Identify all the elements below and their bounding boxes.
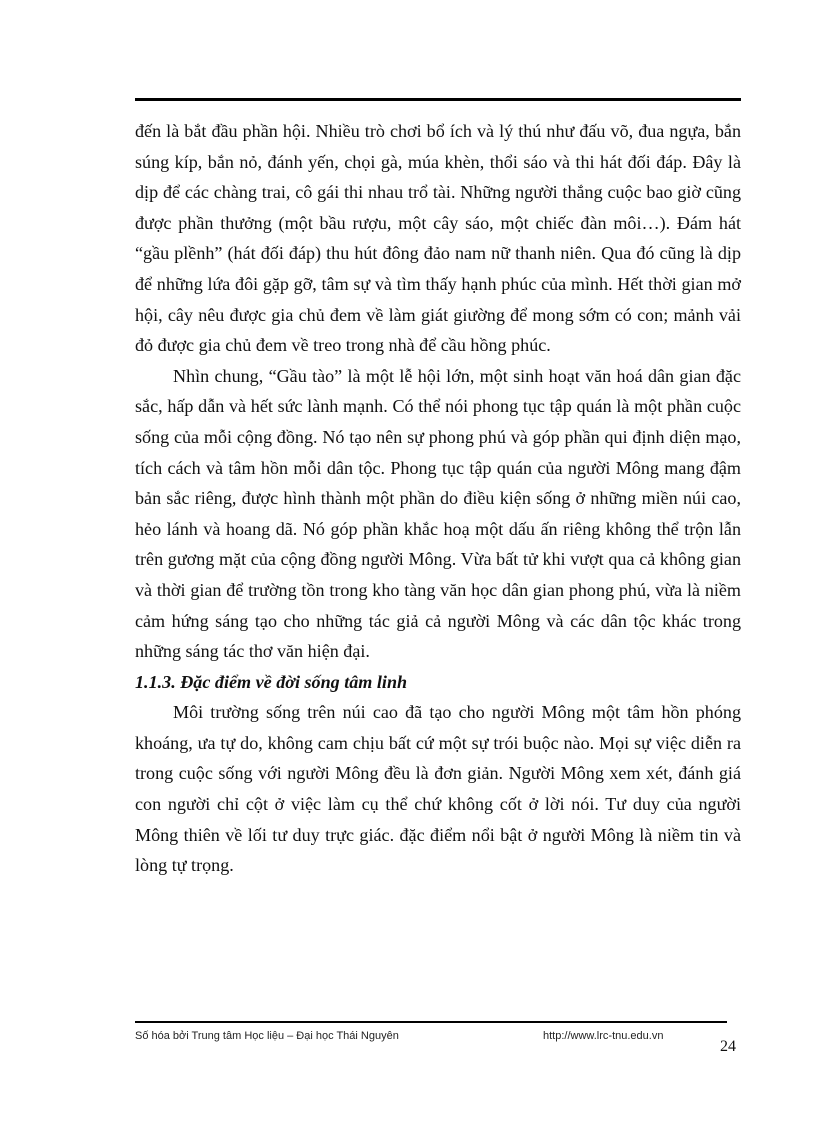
page-number: 24 [720, 1038, 736, 1055]
paragraph-3: Môi trường sống trên núi cao đã tạo cho người Mông một tâm hồn phóng khoáng, ưa tự do, không cam chịu bất cứ một sự trói buộc nào. Mọi sự việc diễn ra trong cuộc sống với người Mông đều là đơn giản. Người Mông xem xét, đánh giá con người chỉ cột ở việc làm cụ thể chứ không cốt ở lời nói. Tư duy của người Mông thiên về lối tư duy trực giác. đặc điểm nổi bật ở người Mông là niềm tin và lòng tự trọng. [135, 702, 741, 876]
document-body [135, 116, 741, 881]
header-rule [135, 98, 741, 101]
footer-source: Số hóa bởi Trung tâm Học liệu – Đại học Thái Nguyên [135, 1030, 399, 1042]
paragraph-1: đến là bắt đầu phần hội. Nhiều trò chơi bổ ích và lý thú như đấu võ, đua ngựa, bắn súng kíp, bắn nỏ, đánh yến, chọi gà, múa khèn, thổi sáo và thi hát đối đáp. Đây là dịp để các chàng trai, cô gái thi nhau trổ tài. Những người thắng cuộc bao giờ cũng được phần thưởng (một bầu rượu, một cây sáo, một chiếc đàn môi…). Đám hát “gầu plềnh” (hát đối đáp) thu hút đông đảo nam nữ thanh niên. Qua đó cũng là dịp để những lứa đôi gặp gỡ, tâm sự và tìm thấy hạnh phúc của mình. Hết thời gian mở hội, cây nêu được gia chủ đem về làm giát giường để mong sớm có con; mảnh vải đỏ được gia chủ đem về treo trong nhà để cầu hồng phúc. [135, 121, 741, 356]
section-heading: 1.1.3. Đặc điểm về đời sống tâm linh [135, 671, 408, 692]
footer-url: http://www.lrc-tnu.edu.vn [543, 1030, 664, 1042]
paragraph-2: Nhìn chung, “Gầu tào” là một lễ hội lớn, một sinh hoạt văn hoá dân gian đặc sắc, hấp dẫn và hết sức lành mạnh. Có thể nói phong tục tập quán là một phần cuộc sống của mỗi cộng đồng. Nó tạo nên sự phong phú và góp phần qui định diện mạo, tích cách và tâm hồn mỗi dân tộc. Phong tục tập quán của người Mông mang đậm bản sắc riêng, được hình thành một phần do điều kiện sống ở những miền núi cao, hẻo lánh và hoang dã. Nó góp phần khắc hoạ một dấu ấn riêng không thể trộn lẫn trên gương mặt của cộng đồng người Mông. Vừa bất tử khi vượt qua cả không gian và thời gian để trường tồn trong kho tàng văn học dân gian phong phú, vừa là niềm cảm hứng sáng tạo cho những tác giả cả người Mông và các dân tộc khác trong những sáng tác thơ văn hiện đại. [135, 365, 741, 662]
footer-rule [135, 1021, 727, 1023]
